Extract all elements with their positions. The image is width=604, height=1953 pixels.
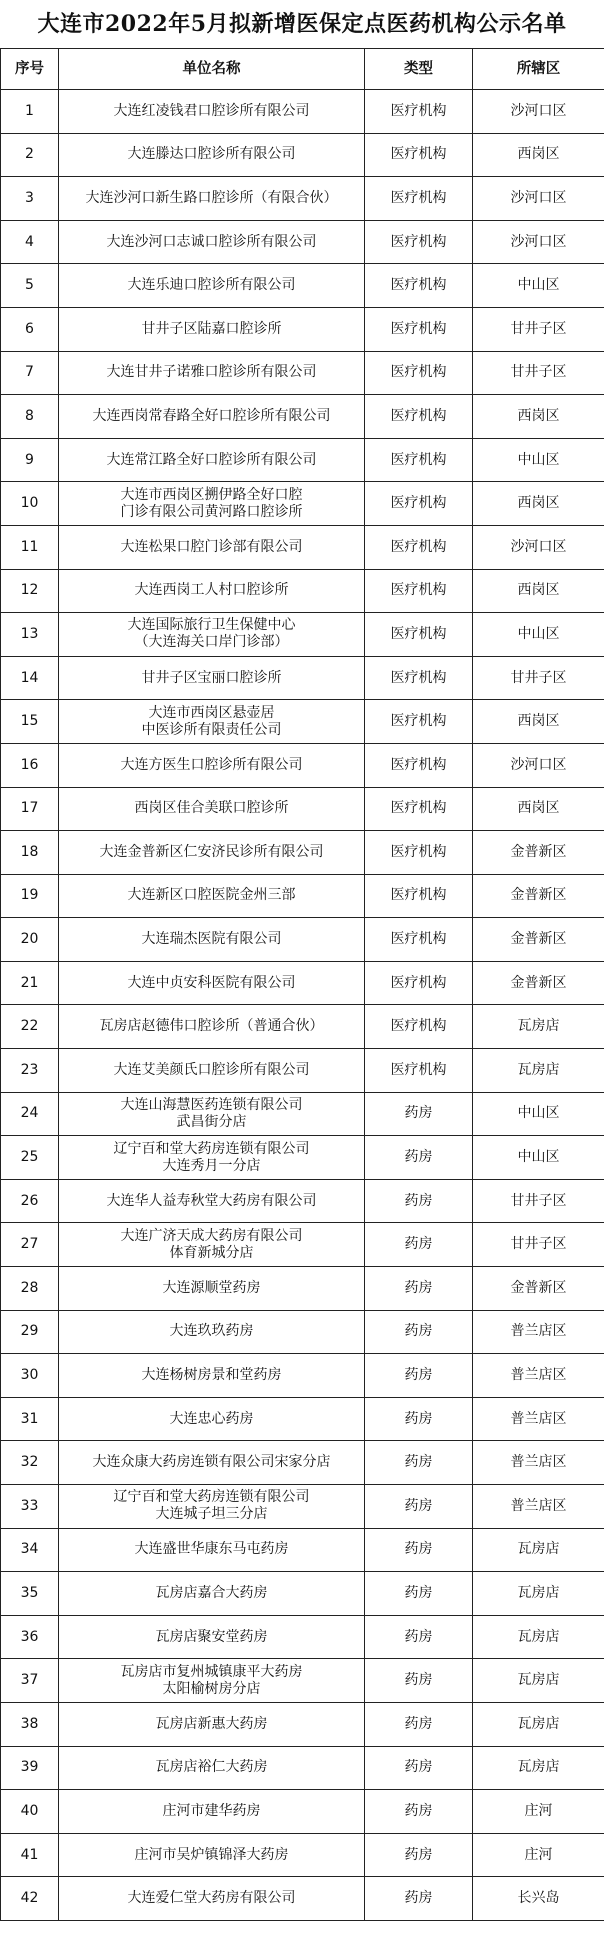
cell-name: 瓦房店赵德伟口腔诊所（普通合伙） <box>59 1005 365 1049</box>
cell-index: 6 <box>1 307 59 351</box>
cell-name: 庄河市建华药房 <box>59 1790 365 1834</box>
cell-district: 甘井子区 <box>473 1223 604 1267</box>
cell-type: 医疗机构 <box>365 1049 473 1093</box>
cell-type: 药房 <box>365 1702 473 1746</box>
cell-index: 8 <box>1 395 59 439</box>
table-header-row <box>1 49 604 90</box>
cell-name: 大连红凌钱君口腔诊所有限公司 <box>59 90 365 134</box>
cell-type: 药房 <box>365 1572 473 1616</box>
cell-district: 西岗区 <box>473 482 604 526</box>
cell-index: 33 <box>1 1485 59 1529</box>
cell-index: 27 <box>1 1223 59 1267</box>
cell-name: 大连艾美颜氏口腔诊所有限公司 <box>59 1049 365 1093</box>
table-row <box>1 787 604 831</box>
cell-district: 庄河 <box>473 1833 604 1877</box>
cell-index: 3 <box>1 177 59 221</box>
cell-name: 大连盛世华康东马屯药房 <box>59 1528 365 1572</box>
table-row <box>1 1746 604 1790</box>
cell-index: 34 <box>1 1528 59 1572</box>
cell-index: 40 <box>1 1790 59 1834</box>
cell-name: 大连新区口腔医院金州三部 <box>59 874 365 918</box>
cell-type: 医疗机构 <box>365 569 473 613</box>
table-row <box>1 569 604 613</box>
cell-name: 大连中贞安科医院有限公司 <box>59 961 365 1005</box>
table-row <box>1 1485 604 1529</box>
cell-type: 医疗机构 <box>365 1005 473 1049</box>
cell-index: 15 <box>1 700 59 744</box>
table-row <box>1 1179 604 1223</box>
cell-type: 药房 <box>365 1354 473 1398</box>
cell-district: 金普新区 <box>473 1267 604 1311</box>
table-row <box>1 1136 604 1180</box>
table-row <box>1 961 604 1005</box>
cell-index: 26 <box>1 1179 59 1223</box>
table-row <box>1 1005 604 1049</box>
cell-index: 39 <box>1 1746 59 1790</box>
cell-district: 瓦房店 <box>473 1528 604 1572</box>
cell-index: 13 <box>1 613 59 657</box>
cell-index: 20 <box>1 918 59 962</box>
cell-name: 大连沙河口志诚口腔诊所有限公司 <box>59 220 365 264</box>
cell-index: 30 <box>1 1354 59 1398</box>
cell-name: 辽宁百和堂大药房连锁有限公司 大连城子坦三分店 <box>59 1485 365 1529</box>
cell-type: 医疗机构 <box>365 90 473 134</box>
cell-name: 大连西岗常春路全好口腔诊所有限公司 <box>59 395 365 439</box>
cell-name: 大连沙河口新生路口腔诊所（有限合伙） <box>59 177 365 221</box>
table-row <box>1 1702 604 1746</box>
cell-district: 沙河口区 <box>473 177 604 221</box>
cell-type: 医疗机构 <box>365 874 473 918</box>
cell-name: 大连华人益寿秋堂大药房有限公司 <box>59 1179 365 1223</box>
cell-district: 瓦房店 <box>473 1572 604 1616</box>
cell-index: 14 <box>1 656 59 700</box>
cell-type: 医疗机构 <box>365 743 473 787</box>
cell-district: 西岗区 <box>473 133 604 177</box>
cell-district: 甘井子区 <box>473 307 604 351</box>
table-row <box>1 1223 604 1267</box>
cell-name: 大连金普新区仁安济民诊所有限公司 <box>59 831 365 875</box>
cell-index: 42 <box>1 1877 59 1921</box>
cell-index: 10 <box>1 482 59 526</box>
cell-district: 金普新区 <box>473 918 604 962</box>
cell-name: 甘井子区宝丽口腔诊所 <box>59 656 365 700</box>
cell-type: 医疗机构 <box>365 264 473 308</box>
institution-table <box>0 48 604 1921</box>
cell-district: 瓦房店 <box>473 1049 604 1093</box>
cell-district: 沙河口区 <box>473 90 604 134</box>
cell-district: 沙河口区 <box>473 525 604 569</box>
cell-type: 药房 <box>365 1833 473 1877</box>
cell-district: 瓦房店 <box>473 1702 604 1746</box>
cell-name: 大连爱仁堂大药房有限公司 <box>59 1877 365 1921</box>
cell-district: 长兴岛 <box>473 1877 604 1921</box>
table-row <box>1 482 604 526</box>
cell-index: 25 <box>1 1136 59 1180</box>
cell-name: 大连松果口腔门诊部有限公司 <box>59 525 365 569</box>
table-row <box>1 1528 604 1572</box>
table-row <box>1 1615 604 1659</box>
table-row <box>1 1877 604 1921</box>
table-row <box>1 1267 604 1311</box>
cell-type: 医疗机构 <box>365 700 473 744</box>
table-row <box>1 656 604 700</box>
cell-index: 36 <box>1 1615 59 1659</box>
cell-index: 5 <box>1 264 59 308</box>
cell-type: 药房 <box>365 1528 473 1572</box>
table-row <box>1 918 604 962</box>
cell-district: 瓦房店 <box>473 1659 604 1703</box>
cell-index: 4 <box>1 220 59 264</box>
cell-index: 29 <box>1 1310 59 1354</box>
table-row <box>1 177 604 221</box>
cell-index: 32 <box>1 1441 59 1485</box>
cell-district: 瓦房店 <box>473 1746 604 1790</box>
table-row <box>1 1790 604 1834</box>
cell-type: 医疗机构 <box>365 351 473 395</box>
cell-district: 西岗区 <box>473 700 604 744</box>
table-row <box>1 1441 604 1485</box>
table-row <box>1 1833 604 1877</box>
cell-name: 大连忠心药房 <box>59 1397 365 1441</box>
cell-name: 庄河市吴炉镇锦泽大药房 <box>59 1833 365 1877</box>
cell-type: 药房 <box>365 1441 473 1485</box>
cell-district: 普兰店区 <box>473 1310 604 1354</box>
cell-index: 24 <box>1 1092 59 1136</box>
cell-district: 中山区 <box>473 438 604 482</box>
cell-type: 药房 <box>365 1397 473 1441</box>
cell-type: 药房 <box>365 1746 473 1790</box>
cell-district: 西岗区 <box>473 569 604 613</box>
table-row <box>1 351 604 395</box>
cell-district: 甘井子区 <box>473 351 604 395</box>
cell-type: 医疗机构 <box>365 220 473 264</box>
cell-index: 37 <box>1 1659 59 1703</box>
table-row <box>1 133 604 177</box>
cell-name: 瓦房店聚安堂药房 <box>59 1615 365 1659</box>
cell-name: 大连众康大药房连锁有限公司宋家分店 <box>59 1441 365 1485</box>
table-row <box>1 1397 604 1441</box>
table-row <box>1 1659 604 1703</box>
cell-type: 医疗机构 <box>365 525 473 569</box>
cell-type: 医疗机构 <box>365 395 473 439</box>
cell-district: 普兰店区 <box>473 1441 604 1485</box>
cell-name: 大连山海慧医药连锁有限公司 武昌街分店 <box>59 1092 365 1136</box>
table-row <box>1 220 604 264</box>
cell-index: 41 <box>1 1833 59 1877</box>
cell-type: 医疗机构 <box>365 918 473 962</box>
cell-type: 医疗机构 <box>365 613 473 657</box>
cell-index: 38 <box>1 1702 59 1746</box>
cell-name: 瓦房店新惠大药房 <box>59 1702 365 1746</box>
cell-index: 18 <box>1 831 59 875</box>
cell-type: 药房 <box>365 1310 473 1354</box>
cell-index: 28 <box>1 1267 59 1311</box>
cell-district: 中山区 <box>473 613 604 657</box>
header-type: 类型 <box>365 49 473 90</box>
cell-name: 大连市西岗区搠伊路全好口腔 门诊有限公司黄河路口腔诊所 <box>59 482 365 526</box>
cell-type: 医疗机构 <box>365 961 473 1005</box>
cell-type: 药房 <box>365 1267 473 1311</box>
table-row <box>1 1092 604 1136</box>
cell-name: 辽宁百和堂大药房连锁有限公司 大连秀月一分店 <box>59 1136 365 1180</box>
table-row <box>1 264 604 308</box>
cell-district: 金普新区 <box>473 961 604 1005</box>
cell-district: 金普新区 <box>473 874 604 918</box>
cell-name: 大连方医生口腔诊所有限公司 <box>59 743 365 787</box>
cell-name: 大连杨树房景和堂药房 <box>59 1354 365 1398</box>
cell-type: 药房 <box>365 1136 473 1180</box>
cell-district: 瓦房店 <box>473 1615 604 1659</box>
cell-type: 医疗机构 <box>365 307 473 351</box>
cell-type: 药房 <box>365 1092 473 1136</box>
cell-index: 31 <box>1 1397 59 1441</box>
cell-district: 庄河 <box>473 1790 604 1834</box>
cell-type: 药房 <box>365 1615 473 1659</box>
cell-district: 西岗区 <box>473 395 604 439</box>
table-row <box>1 438 604 482</box>
table-row <box>1 90 604 134</box>
cell-name: 大连甘井子诺雅口腔诊所有限公司 <box>59 351 365 395</box>
cell-name: 大连西岗工人村口腔诊所 <box>59 569 365 613</box>
cell-district: 普兰店区 <box>473 1354 604 1398</box>
cell-index: 21 <box>1 961 59 1005</box>
cell-name: 大连市西岗区悬壶居 中医诊所有限责任公司 <box>59 700 365 744</box>
table-row <box>1 1049 604 1093</box>
cell-index: 19 <box>1 874 59 918</box>
header-name: 单位名称 <box>59 49 365 90</box>
cell-index: 9 <box>1 438 59 482</box>
cell-district: 瓦房店 <box>473 1005 604 1049</box>
cell-district: 沙河口区 <box>473 743 604 787</box>
table-row <box>1 1310 604 1354</box>
cell-type: 药房 <box>365 1877 473 1921</box>
cell-name: 瓦房店嘉合大药房 <box>59 1572 365 1616</box>
cell-type: 药房 <box>365 1659 473 1703</box>
cell-district: 甘井子区 <box>473 1179 604 1223</box>
cell-name: 瓦房店市复州城镇康平大药房 太阳榆树房分店 <box>59 1659 365 1703</box>
cell-index: 35 <box>1 1572 59 1616</box>
cell-name: 大连常江路全好口腔诊所有限公司 <box>59 438 365 482</box>
cell-type: 医疗机构 <box>365 133 473 177</box>
table-row <box>1 613 604 657</box>
cell-type: 医疗机构 <box>365 787 473 831</box>
cell-name: 甘井子区陆嘉口腔诊所 <box>59 307 365 351</box>
cell-type: 医疗机构 <box>365 656 473 700</box>
cell-name: 瓦房店裕仁大药房 <box>59 1746 365 1790</box>
cell-district: 普兰店区 <box>473 1397 604 1441</box>
table-row <box>1 307 604 351</box>
cell-district: 中山区 <box>473 1092 604 1136</box>
cell-name: 大连滕达口腔诊所有限公司 <box>59 133 365 177</box>
cell-index: 16 <box>1 743 59 787</box>
cell-index: 11 <box>1 525 59 569</box>
header-district: 所辖区 <box>473 49 604 90</box>
table-row <box>1 831 604 875</box>
cell-district: 沙河口区 <box>473 220 604 264</box>
table-row <box>1 1572 604 1616</box>
header-index: 序号 <box>1 49 59 90</box>
cell-name: 大连玖玖药房 <box>59 1310 365 1354</box>
cell-name: 大连源顺堂药房 <box>59 1267 365 1311</box>
cell-index: 2 <box>1 133 59 177</box>
cell-district: 普兰店区 <box>473 1485 604 1529</box>
cell-type: 医疗机构 <box>365 482 473 526</box>
table-row <box>1 395 604 439</box>
cell-district: 西岗区 <box>473 787 604 831</box>
table-row <box>1 1354 604 1398</box>
cell-index: 17 <box>1 787 59 831</box>
table-row <box>1 874 604 918</box>
cell-district: 中山区 <box>473 1136 604 1180</box>
cell-index: 22 <box>1 1005 59 1049</box>
page-title: 大连市2022年5月拟新增医保定点医药机构公示名单 <box>37 11 567 37</box>
cell-district: 中山区 <box>473 264 604 308</box>
cell-index: 1 <box>1 90 59 134</box>
cell-type: 药房 <box>365 1223 473 1267</box>
cell-type: 药房 <box>365 1790 473 1834</box>
table-row <box>1 743 604 787</box>
cell-type: 药房 <box>365 1485 473 1529</box>
cell-index: 7 <box>1 351 59 395</box>
cell-name: 西岗区佳合美联口腔诊所 <box>59 787 365 831</box>
table-row <box>1 700 604 744</box>
cell-type: 医疗机构 <box>365 831 473 875</box>
cell-district: 金普新区 <box>473 831 604 875</box>
cell-type: 药房 <box>365 1179 473 1223</box>
cell-index: 23 <box>1 1049 59 1093</box>
cell-index: 12 <box>1 569 59 613</box>
cell-name: 大连广济天成大药房有限公司 体育新城分店 <box>59 1223 365 1267</box>
cell-name: 大连国际旅行卫生保健中心 （大连海关口岸门诊部） <box>59 613 365 657</box>
cell-district: 甘井子区 <box>473 656 604 700</box>
cell-type: 医疗机构 <box>365 177 473 221</box>
cell-name: 大连乐迪口腔诊所有限公司 <box>59 264 365 308</box>
cell-type: 医疗机构 <box>365 438 473 482</box>
cell-name: 大连瑞杰医院有限公司 <box>59 918 365 962</box>
table-row <box>1 525 604 569</box>
